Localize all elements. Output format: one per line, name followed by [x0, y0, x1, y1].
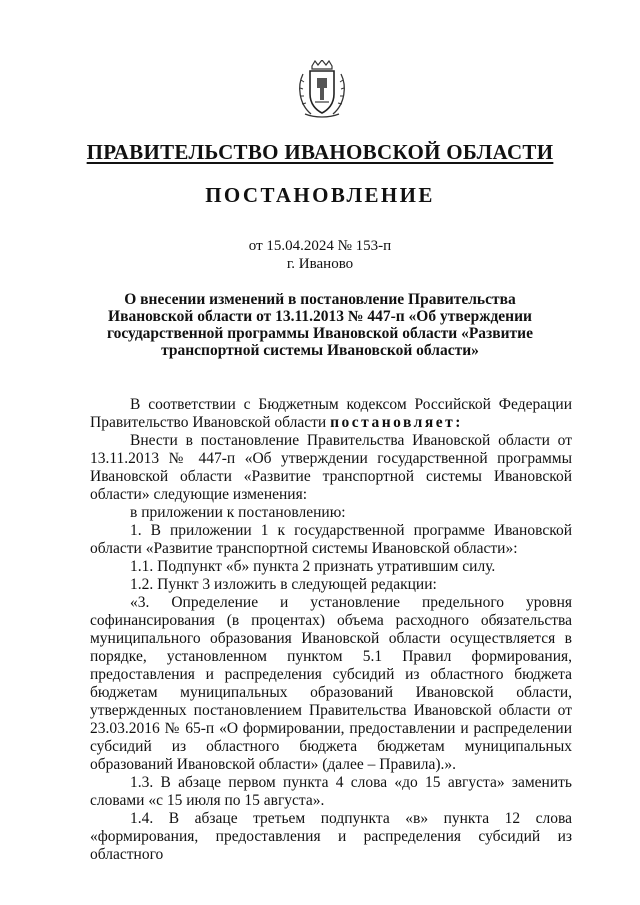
document-date-number: от 15.04.2024 № 153-п	[248, 238, 392, 254]
paragraph-8: 1.4. В абзаце третьем подпункта «в» пункта 12 слова «формирования, предоставления и распределения субсидий из областного	[90, 810, 572, 863]
document-city: г. Иваново	[286, 256, 354, 272]
government-title	[0, 140, 640, 165]
paragraph-3: 1. В приложении 1 к государственной программе Ивановской области «Развитие транспортной системы Ивановской области»:	[90, 522, 572, 557]
paragraph-2: в приложении к постановлению:	[130, 504, 346, 521]
paragraph-5: 1.2. Пункт 3 изложить в следующей редакции:	[130, 576, 437, 593]
paragraph-4: 1.1. Подпункт «б» пункта 2 признать утратившим силу.	[130, 558, 496, 575]
intro-text: В соответствии с Бюджетным кодексом Российской Федерации Правительство Ивановской области	[90, 396, 572, 431]
document-type: ПОСТАНОВЛЕНИЕ	[205, 183, 435, 207]
document-body	[90, 396, 572, 864]
paragraph-1: Внести в постановление Правительства Ивановской области от 13.11.2013 № 447-п «Об утверждении государственной программы Ивановской области «Развитие транспортной системы Ивановской области» следующие изменения:	[90, 432, 572, 503]
paragraph-6: «3. Определение и установление предельного уровня софинансирования (в процентах) объема расходного обязательства муниципального образования Ивановской области осуществляется в порядке, установленном пунктом 5.1 Правил формирования, предоставления и распределения субсидий из областного бюджета бюджетам муниципальных образований Ивановской области, утвержденных постановлением Правительства Ивановской области от 23.03.2016 № 65-п «О формировании, предоставлении и распределении субсидий из областного бюджета бюджетам муниципальных образований Ивановской области» (далее – Правила).».	[90, 594, 572, 773]
paragraph-7: 1.3. В абзаце первом пункта 4 слова «до 15 августа» заменить словами «с 15 июля по 15 августа».	[90, 774, 572, 809]
government-title-text: ПРАВИТЕЛЬСТВО ИВАНОВСКОЙ ОБЛАСТИ	[86, 140, 554, 164]
document-subject: О внесении изменений в постановление Правительства Ивановской области от 13.11.2013 № 447-п «Об утверждении государственной программы Ивановской области «Развитие транспортной системы Ивановской области»	[106, 291, 533, 359]
intro-paragraph	[90, 396, 572, 432]
coat-of-arms-icon	[297, 60, 347, 120]
resolves-word: постановляет:	[330, 414, 463, 431]
